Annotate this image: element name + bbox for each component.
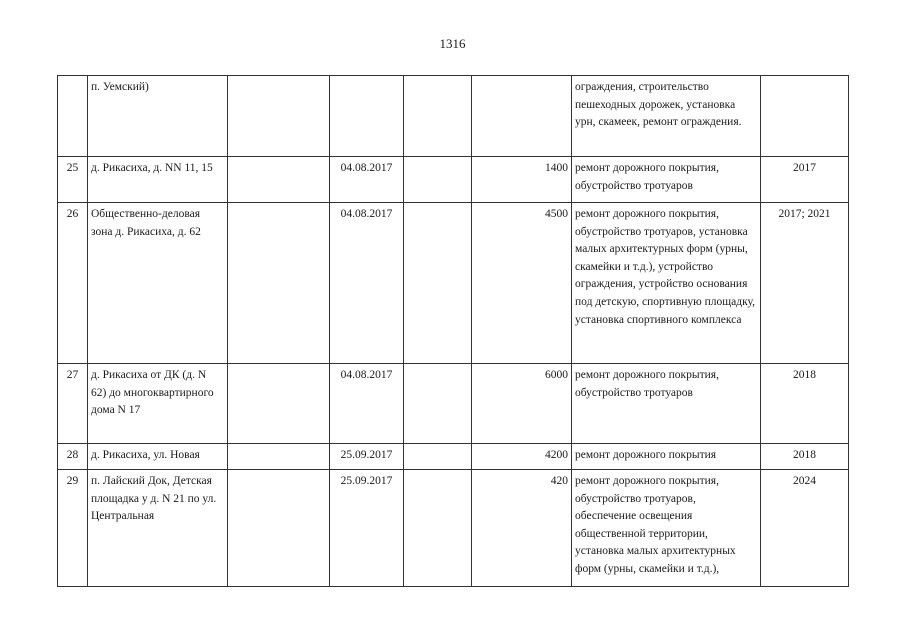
empty-cell [404,470,472,587]
area-cell [472,76,572,157]
area-cell: 6000 [472,364,572,444]
date-cell [330,76,404,157]
year-cell: 2017; 2021 [761,203,849,364]
row-number: 26 [58,203,88,364]
works-cell: ограждения, строительство пешеходных дорожек, установка урн, скамеек, ремонт ограждения. [572,76,761,157]
row-number [58,76,88,157]
empty-cell [228,76,330,157]
territory-name: д. Рикасиха, ул. Новая [88,444,228,470]
year-cell: 2024 [761,470,849,587]
works-cell: ремонт дорожного покрытия, обустройство тротуаров, обеспечение освещения общественной территории, установка малых архитектурных форм (урны, скамейки и т.д.), [572,470,761,587]
empty-cell [404,157,472,203]
area-cell: 420 [472,470,572,587]
date-cell: 25.09.2017 [330,444,404,470]
territory-name: д. Рикасиха, д. NN 11, 15 [88,157,228,203]
area-cell: 4500 [472,203,572,364]
area-cell: 4200 [472,444,572,470]
table-row [58,157,849,203]
row-number: 29 [58,470,88,587]
empty-cell [228,364,330,444]
territory-name: Общественно-деловая зона д. Рикасиха, д. 62 [88,203,228,364]
area-cell: 1400 [472,157,572,203]
date-cell: 04.08.2017 [330,364,404,444]
date-cell: 04.08.2017 [330,157,404,203]
year-cell: 2018 [761,364,849,444]
empty-cell [404,203,472,364]
date-cell: 04.08.2017 [330,203,404,364]
table-row [58,444,849,470]
works-cell: ремонт дорожного покрытия, обустройство тротуаров [572,364,761,444]
year-cell: 2018 [761,444,849,470]
empty-cell [228,157,330,203]
works-cell: ремонт дорожного покрытия [572,444,761,470]
works-cell: ремонт дорожного покрытия, обустройство тротуаров [572,157,761,203]
territory-name: п. Лайский Док, Детская площадка у д. N 21 по ул. Центральная [88,470,228,587]
empty-cell [228,203,330,364]
empty-cell [228,444,330,470]
table-row [58,203,849,364]
row-number: 25 [58,157,88,203]
empty-cell [228,470,330,587]
territories-table [57,75,849,587]
table-row [58,364,849,444]
page-number: 1316 [439,36,466,51]
works-cell: ремонт дорожного покрытия, обустройство тротуаров, установка малых архитектурных форм (урны, скамейки и т.д.), устройство ограждения, устройство основания под детскую, спортивную площадку, установка спортивного комплекса [572,203,761,364]
empty-cell [404,364,472,444]
year-cell [761,76,849,157]
territory-name: п. Уемский) [88,76,228,157]
table-row [58,76,849,157]
empty-cell [404,444,472,470]
territory-name: д. Рикасиха от ДК (д. N 62) до многоквартирного дома N 17 [88,364,228,444]
table-row [58,470,849,587]
year-cell: 2017 [761,157,849,203]
row-number: 28 [58,444,88,470]
row-number: 27 [58,364,88,444]
date-cell: 25.09.2017 [330,470,404,587]
empty-cell [404,76,472,157]
